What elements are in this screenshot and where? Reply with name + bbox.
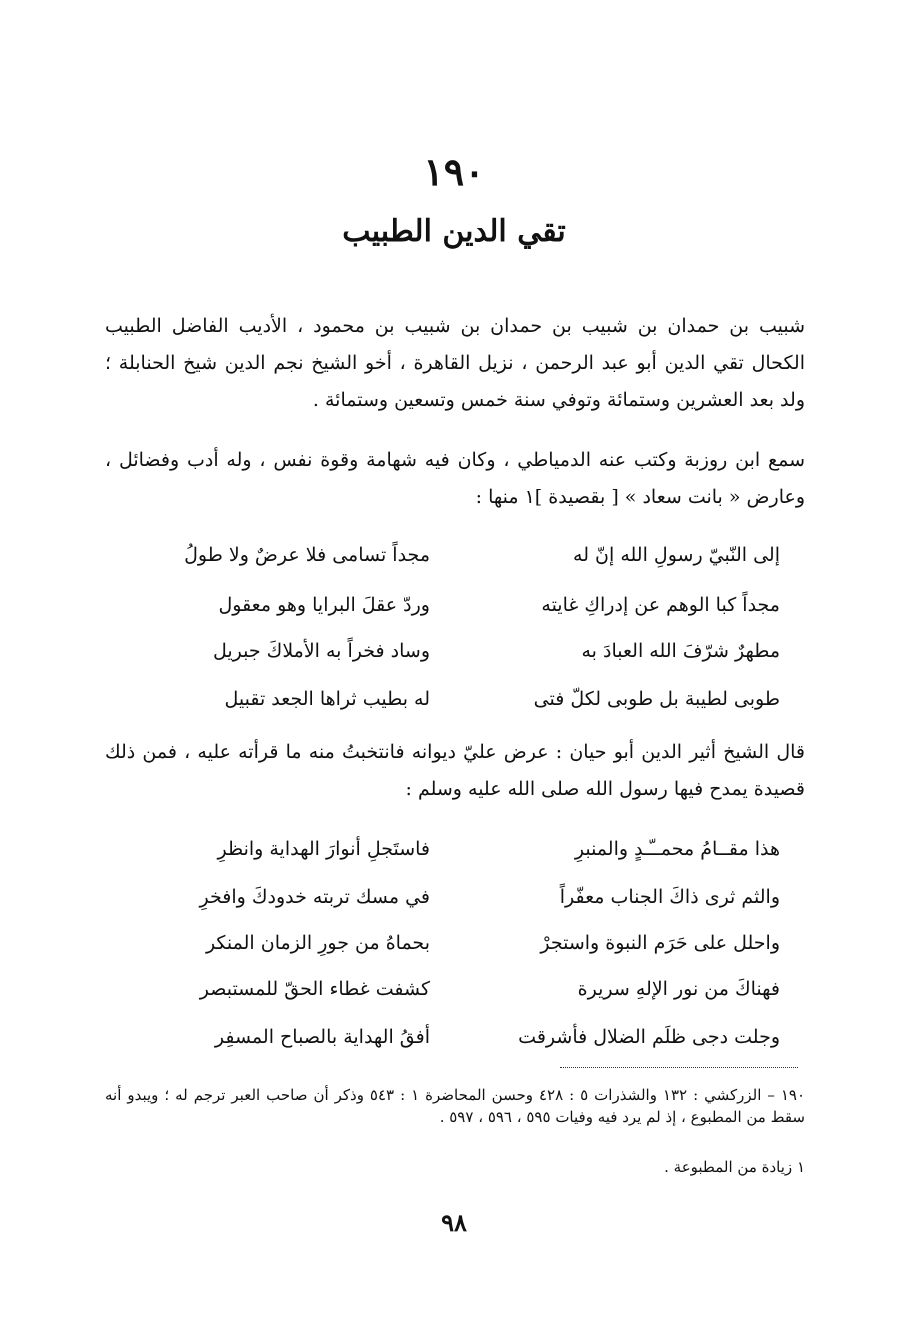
verse-first-hemistich: مجداً كبا الوهم عن إدراكِ غايته [541,594,780,616]
verse-first-hemistich: وجلت دجى ظلَم الضلال فأشرقت [518,1026,780,1048]
verse-second-hemistich: أفقُ الهداية بالصباح المسفِر [214,1026,430,1048]
verse-first-hemistich: مطهرٌ شرّفَ الله العبادَ به [581,640,780,662]
page-number: ٩٨ [441,1208,467,1237]
footnote-addition: ١ زيادة من المطبوعة . [664,1158,805,1176]
poem-verse [130,586,780,624]
poem-verse [130,536,780,574]
verse-second-hemistich: في مسك تربته خدودكَ وافخرِ [199,886,430,908]
verse-first-hemistich: إلى النّبيّ رسولِ الله إنّ له [573,544,780,566]
poem-verse [130,878,780,916]
biography-paragraph: سمع ابن روزبة وكتب عنه الدمياطي ، وكان فيه شهامة وقوة نفس ، وله أدب وفضائل ، وعارض « بانت سعاد » [ بقصيدة ]١ منها : [105,449,805,508]
verse-first-hemistich: طوبى لطيبة بل طوبى لكلّ فتى [533,688,780,710]
poem-verse [130,632,780,670]
verse-second-hemistich: له بطيب ثراها الجعد تقبيل [224,688,430,710]
verse-first-hemistich: هذا مقــامُ محمــّـدٍ والمنبرِ [574,838,780,860]
poem-verse [130,924,780,962]
footnote-sources: ١٩٠ – الزركشي : ١٣٢ والشذرات ٥ : ٤٢٨ وحسن المحاضرة ١ : ٥٤٣ وذكر أن صاحب العبر ترجم له ؛ ويبدو أنه سقط من المطبوع ، إذ لم يرد فيه وفيات ٥٩٥ ، ٥٩٦ ، ٥٩٧ . [105,1086,806,1126]
biography-paragraph: شبيب بن حمدان بن شبيب بن حمدان بن شبيب بن محمود ، الأديب الفاضل الطبيب الكحال تقي الدين أبو عبد الرحمن ، نزيل القاهرة ، أخو الشيخ نجم الدين شيخ الحنابلة ؛ ولد بعد العشرين وستمائة وتوفي سنة خمس وتسعين وستمائة . [105,315,805,411]
footnote-divider [560,1067,798,1068]
poem-verse [130,830,780,868]
verse-second-hemistich: فاستَجلِ أنوارَ الهداية وانظرِ [217,838,430,860]
narration-paragraph: قال الشيخ أثير الدين أبو حيان : عرض عليّ ديوانه فانتخبتُ منه ما قرأته عليه ، فمن ذلك قصيدة يمدح فيها رسول الله صلى الله عليه وسلم : [105,741,805,800]
verse-second-hemistich: كشفت غطاء الحقّ للمستبصر [199,978,430,1000]
verse-first-hemistich: واحلل على حَرَم النبوة واستجرْ [540,932,780,954]
verse-first-hemistich: والثم ثرى ذاكَ الجناب معفّراً [559,886,780,908]
poem-verse [130,680,780,718]
poem-verse [130,970,780,1008]
verse-second-hemistich: وردّ عقلَ البرايا وهو معقول [218,594,430,616]
verse-second-hemistich: وساد فخراً به الأملاكَ جبريل [212,640,430,662]
entry-number: ١٩٠ [423,149,485,194]
poem-verse [130,1018,780,1056]
verse-first-hemistich: فهناكَ من نور الإلهِ سريرة [577,978,780,1000]
verse-second-hemistich: بحماهُ من جورِ الزمان المنكر [205,932,430,954]
entry-title: تقي الدين الطبيب [342,214,566,249]
verse-second-hemistich: مجداً تسامى فلا عرضٌ ولا طولُ [184,544,430,566]
